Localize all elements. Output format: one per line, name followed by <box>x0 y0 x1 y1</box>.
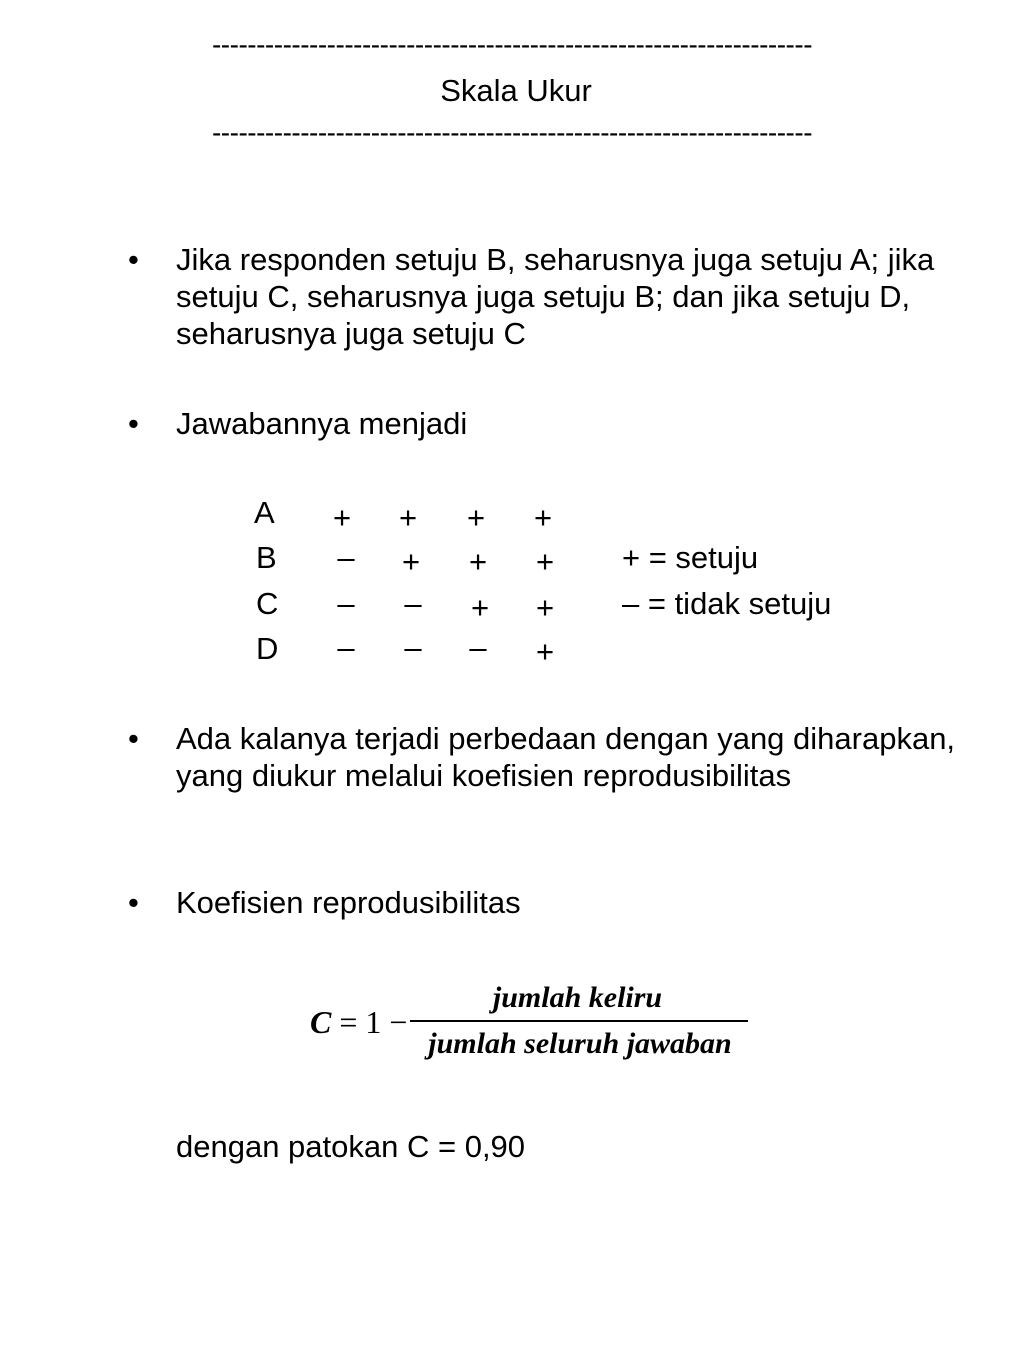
cell: + <box>533 500 553 535</box>
row-label-c: C <box>256 586 279 621</box>
bullet-text: Koefisien reprodusibilitas <box>176 885 521 920</box>
bullet-dot-icon: • <box>128 885 139 920</box>
formula-variable: C <box>310 1004 332 1040</box>
cell: – <box>404 630 422 665</box>
cell: – <box>404 586 422 621</box>
cell: + <box>470 590 490 625</box>
bullet-dot-icon: • <box>128 406 139 441</box>
fraction-bar <box>410 1020 748 1022</box>
cell: – <box>337 540 355 575</box>
cell: – <box>337 586 355 621</box>
bullet-text: Jawabannya menjadi <box>176 406 468 441</box>
cell: + <box>401 544 421 579</box>
top-dash-rule: -------------------------------------------------------------------- <box>211 29 813 60</box>
legend-setuju: + = setuju <box>622 540 759 575</box>
cell: + <box>332 500 352 535</box>
formula-lhs <box>310 1002 407 1042</box>
cell: + <box>466 500 486 535</box>
row-label-d: D <box>256 631 279 666</box>
page-title: Skala Ukur <box>440 73 592 108</box>
formula-equals-one-minus: = 1 − <box>331 1004 408 1040</box>
formula-denominator: jumlah seluruh jawaban <box>428 1027 732 1060</box>
bullet-dot-icon: • <box>128 721 139 756</box>
threshold-note: dengan patokan C = 0,90 <box>176 1129 526 1164</box>
cell: + <box>535 634 555 669</box>
cell: + <box>398 500 418 535</box>
bullet-text: Ada kalanya terjadi perbedaan dengan yang diharapkan, yang diukur melalui koefisien reprodusibilitas <box>176 721 956 793</box>
bottom-dash-rule: -------------------------------------------------------------------- <box>211 117 813 148</box>
cell: – <box>337 630 355 665</box>
bullet-text: Jika responden setuju B, seharusnya juga setuju A; jika setuju C, seharusnya juga setuju B; dan jika setuju D, seharusnya juga setuju C <box>176 242 935 351</box>
row-label-b: B <box>256 540 277 575</box>
cell: – <box>469 630 487 665</box>
reproducibility-formula <box>300 980 770 1070</box>
row-label-a: A <box>254 495 275 530</box>
bullet-dot-icon: • <box>128 242 139 277</box>
cell: + <box>535 544 555 579</box>
formula-numerator: jumlah keliru <box>492 981 663 1014</box>
cell: + <box>468 544 488 579</box>
cell: + <box>535 590 555 625</box>
legend-tidak-setuju: – = tidak setuju <box>622 586 832 621</box>
